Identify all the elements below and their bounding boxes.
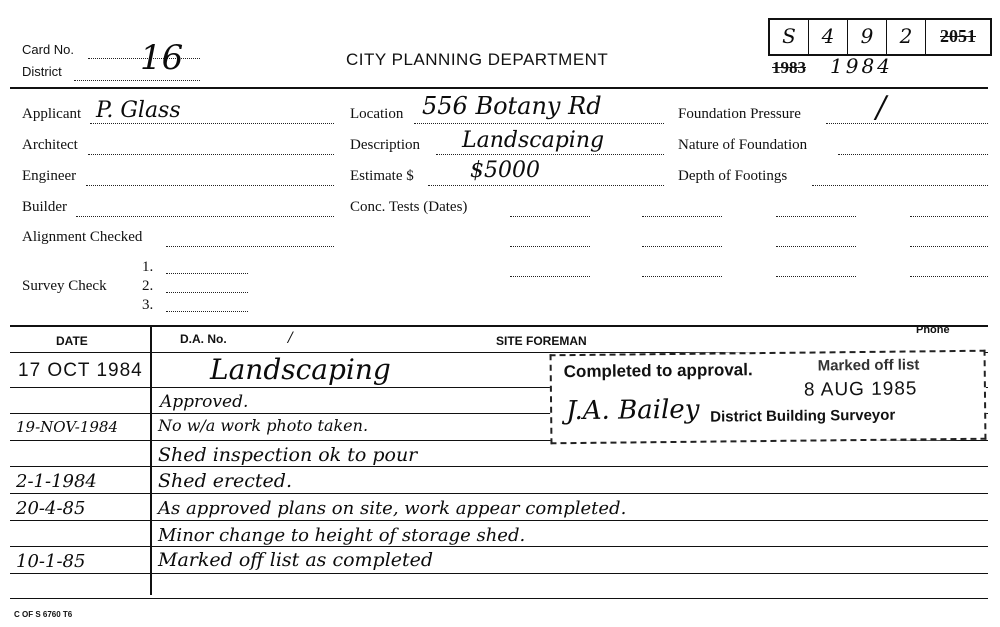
phone-header: Phone <box>916 324 950 336</box>
alignment-checked-label: Alignment Checked <box>22 229 143 245</box>
estimate-label: Estimate $ <box>350 168 414 184</box>
page-title: CITY PLANNING DEPARTMENT <box>346 50 609 69</box>
stamp-completed-text: Completed to approval. <box>563 360 753 382</box>
foundation-pressure-label: Foundation Pressure <box>678 106 801 122</box>
stamp-marked-text: Marked off list <box>817 356 920 375</box>
nature-of-foundation-label: Nature of Foundation <box>678 137 808 153</box>
log-note: As approved plans on site, work appear completed. <box>158 498 627 519</box>
engineer-label: Engineer <box>22 168 77 184</box>
conc-tests-label: Conc. Tests (Dates) <box>350 199 468 215</box>
depth-of-footings-label: Depth of Footings <box>678 168 788 184</box>
survey-item: 2. <box>142 278 154 294</box>
description-label: Description <box>350 137 420 153</box>
footer-code: C OF S 6760 T6 <box>14 610 73 619</box>
builder-label: Builder <box>22 199 67 215</box>
year-written: 1984 <box>830 54 893 78</box>
log-note: Landscaping <box>210 353 391 386</box>
log-note: No w/a work photo taken. <box>158 416 369 435</box>
log-date: 20-4-85 <box>16 498 86 519</box>
stamp-role-text: District Building Surveyor <box>710 406 896 426</box>
log-note: Shed erected. <box>158 470 292 492</box>
card-no-value: 16 <box>140 38 184 78</box>
completion-stamp <box>550 350 987 445</box>
card-number-digit: 9 <box>848 20 887 54</box>
log-note: Shed inspection ok to pour <box>158 444 418 466</box>
stamp-date: 8 AUG 1985 <box>803 378 918 401</box>
da-no-label: D.A. No. <box>180 332 227 346</box>
log-date: 10-1-85 <box>16 551 86 572</box>
applicant-value: P. Glass <box>96 98 181 123</box>
estimate-value: $5000 <box>470 158 540 183</box>
card-number-digit: S <box>770 20 809 54</box>
survey-item: 3. <box>142 297 154 313</box>
foundation-pressure-value: / <box>876 90 887 125</box>
log-note: Marked off list as completed <box>158 549 434 571</box>
card-no-label: Card No. <box>22 42 75 57</box>
card-number-digit: 4 <box>809 20 848 54</box>
applicant-label: Applicant <box>22 106 82 122</box>
location-value: 556 Botany Rd <box>422 92 602 120</box>
site-foreman-header: SITE FOREMAN <box>496 334 587 348</box>
log-date: 19-NOV-1984 <box>16 418 119 436</box>
card-number-box <box>768 18 992 56</box>
description-value: Landscaping <box>462 128 605 153</box>
stamp-signature: J.A. Bailey <box>565 394 700 427</box>
architect-label: Architect <box>22 137 78 153</box>
da-no-value: / <box>288 330 293 346</box>
district-label: District <box>22 64 62 79</box>
log-note: Approved. <box>160 392 249 412</box>
survey-check-label: Survey Check <box>22 278 107 294</box>
card-number-printed: 2051 <box>940 26 976 46</box>
log-date: 2-1-1984 <box>16 471 97 492</box>
log-date: 17 OCT 1984 <box>18 360 143 381</box>
log-note: Minor change to height of storage shed. <box>158 525 526 546</box>
card-number-digit: 2 <box>887 20 926 54</box>
location-label: Location <box>350 106 404 122</box>
survey-item: 1. <box>142 259 154 275</box>
year-printed: 1983 <box>772 58 806 77</box>
date-column-header: DATE <box>56 334 88 348</box>
